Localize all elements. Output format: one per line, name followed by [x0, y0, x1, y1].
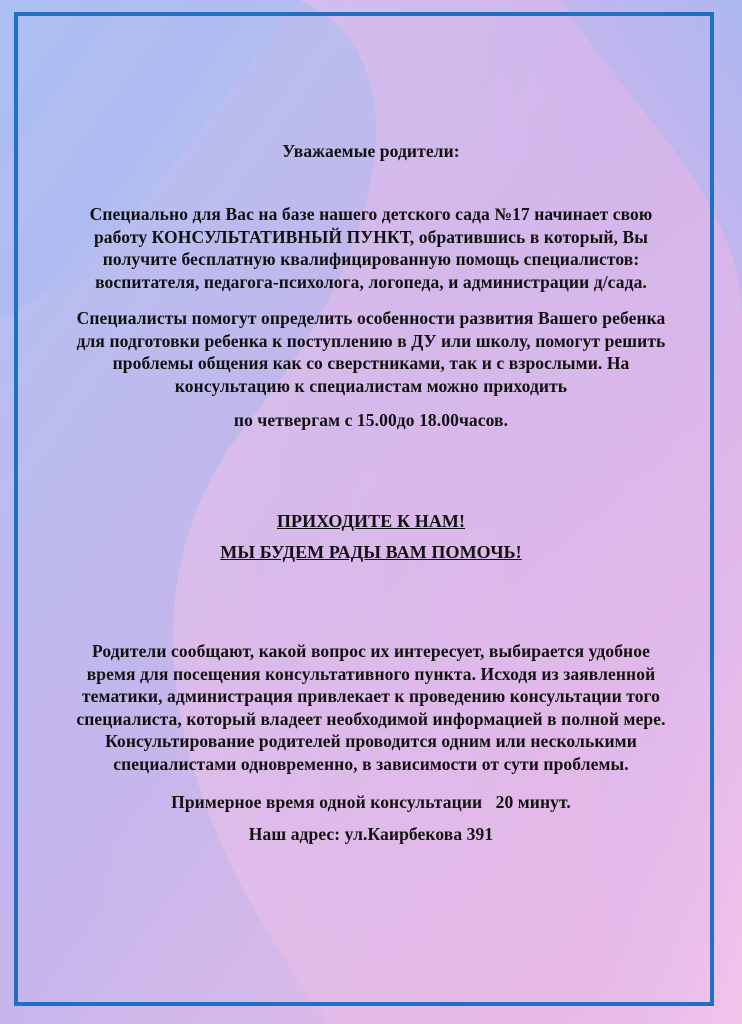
duration-text	[30, 791, 712, 814]
duration-value: Примерное время одной консультации 20 минут.	[171, 792, 571, 812]
cta-line-2: МЫ БУДЕМ РАДЫ ВАМ ПОМОЧЬ!	[220, 542, 522, 562]
details-line: время для посещения консультативного пункта. Исходя из заявленной	[86, 663, 656, 684]
details-line: Консультирование родителей проводится одним или несколькими	[105, 731, 637, 751]
details-line: специалиста, который владеет необходимой информацией в полной мере.	[76, 708, 666, 729]
specialists-paragraph	[30, 307, 712, 397]
details-line: тематики, администрация привлекает к проведению консультации того	[81, 686, 661, 706]
intro-paragraph	[30, 203, 712, 293]
greeting-heading: Уважаемые родители:	[282, 141, 460, 161]
specialists-line: Специалисты помогут определить особенности развития Вашего ребенка	[76, 308, 666, 328]
intro-line: Специально для Вас на базе нашего детского сада №17 начинает свою	[89, 204, 653, 224]
specialists-line: консультацию к специалистам можно приходить	[174, 375, 568, 396]
intro-line: работу КОНСУЛЬТАТИВНЫЙ ПУНКТ, обратившись в который, Вы	[93, 226, 649, 247]
address-text: Наш адрес: ул.Каирбекова 391	[248, 824, 494, 844]
details-line: специалистами одновременно, в зависимости от сути проблемы.	[113, 753, 629, 774]
specialists-line: для подготовки ребенка к поступлению в ДУ или школу, помогут решить	[76, 330, 666, 351]
details-line: Родители сообщают, какой вопрос их интересует, выбирается удобное	[92, 641, 650, 661]
cta-line-1: ПРИХОДИТЕ К НАМ!	[276, 511, 466, 531]
schedule-text: по четвергам с 15.00до 18.00часов.	[233, 410, 509, 430]
intro-line: получите бесплатную квалифицированную помощь специалистов:	[102, 249, 640, 269]
intro-line: воспитателя, педагога-психолога, логопеда, и администрации д/сада.	[95, 271, 647, 292]
specialists-line: проблемы общения как со сверстниками, так и с взрослыми. На	[112, 353, 630, 373]
details-paragraph	[30, 640, 712, 775]
